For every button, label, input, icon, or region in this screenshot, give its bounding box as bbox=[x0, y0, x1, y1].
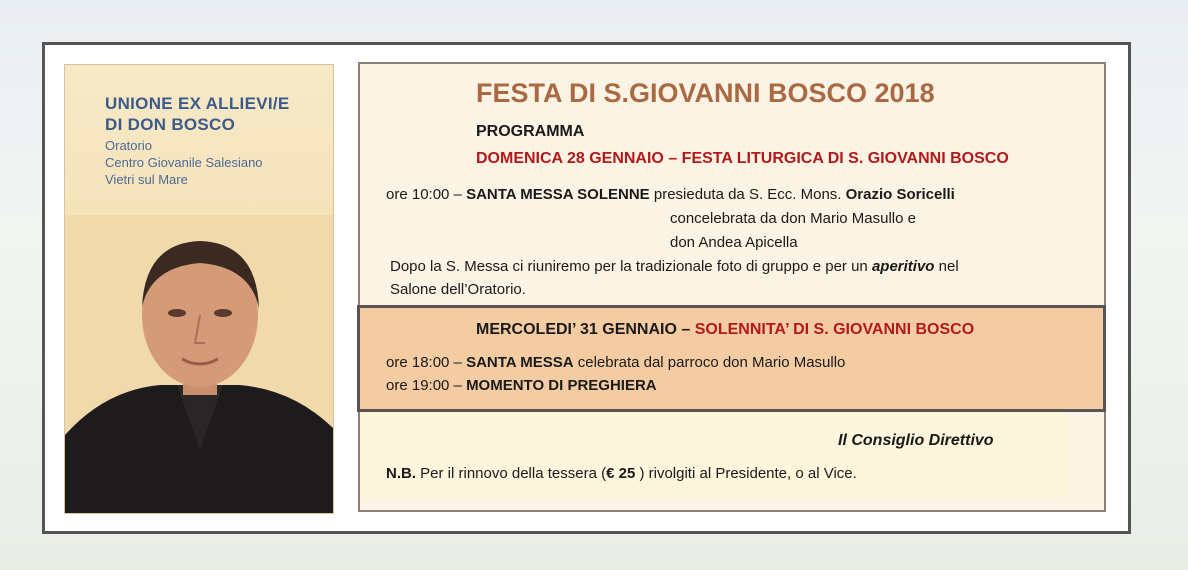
day1-time: ore 10:00 – bbox=[386, 186, 467, 203]
nb-text: Per il rinnovo della tessera ( bbox=[416, 465, 607, 482]
day1-mass-row bbox=[386, 186, 955, 203]
day2-prayer-event: MOMENTO DI PREGHIERA bbox=[466, 377, 657, 394]
day2-mass-row bbox=[386, 354, 845, 371]
association-sub-line1: Oratorio bbox=[105, 138, 152, 153]
association-title-line2: DI DON BOSCO bbox=[105, 115, 236, 134]
day1-concelebrant-line2: don Andea Apicella bbox=[670, 234, 798, 251]
signature: Il Consiglio Direttivo bbox=[838, 432, 994, 449]
nb-note bbox=[386, 465, 857, 482]
association-card bbox=[64, 64, 334, 514]
day1-note-text: Dopo la S. Messa ci riuniremo per la tradizionale foto di gruppo e per un bbox=[390, 258, 872, 275]
day1-heading: DOMENICA 28 GENNAIO – FESTA LITURGICA DI S. GIOVANNI BOSCO bbox=[476, 150, 1009, 167]
nb-text-end: ) rivolgiti al Presidente, o al Vice. bbox=[635, 465, 857, 482]
nb-label: N.B. bbox=[386, 465, 416, 482]
association-title-line1: UNIONE EX ALLIEVI/E bbox=[105, 94, 290, 113]
portrait-image bbox=[65, 215, 334, 514]
day1-note-end: nel bbox=[934, 258, 959, 275]
program-heading: PROGRAMMA bbox=[476, 123, 585, 140]
program-panel-footer bbox=[360, 412, 1068, 498]
page-title: FESTA DI S.GIOVANNI BOSCO 2018 bbox=[476, 78, 935, 108]
day2-mass-event: SANTA MESSA bbox=[466, 354, 574, 371]
association-sub-line3: Vietri sul Mare bbox=[105, 172, 188, 187]
day2-heading-feast: SOLENNITA’ DI S. GIOVANNI BOSCO bbox=[694, 321, 975, 338]
day1-note-line2: Salone dell’Oratorio. bbox=[390, 281, 526, 298]
association-subtitle bbox=[105, 137, 263, 188]
association-sub-line2: Centro Giovanile Salesiano bbox=[105, 155, 263, 170]
day2-mass-desc: celebrata dal parroco don Mario Masullo bbox=[573, 354, 846, 371]
day2-heading bbox=[476, 321, 974, 339]
day2-prayer-row bbox=[386, 377, 657, 394]
day1-note-emphasis: aperitivo bbox=[871, 258, 935, 275]
day1-note bbox=[390, 258, 959, 275]
day1-celebrant: Orazio Soricelli bbox=[845, 186, 955, 203]
day2-prayer-time: ore 19:00 – bbox=[386, 377, 467, 394]
nb-amount: € 25 bbox=[606, 465, 636, 482]
association-title bbox=[105, 93, 290, 135]
day1-desc: presieduta da S. Ecc. Mons. bbox=[649, 186, 846, 203]
day1-event: SANTA MESSA SOLENNE bbox=[466, 186, 650, 203]
day2-mass-time: ore 18:00 – bbox=[386, 354, 467, 371]
day2-heading-date: MERCOLEDI’ 31 GENNAIO – bbox=[476, 321, 695, 338]
day1-concelebrant-line: concelebrata da don Mario Masullo e bbox=[670, 210, 916, 227]
